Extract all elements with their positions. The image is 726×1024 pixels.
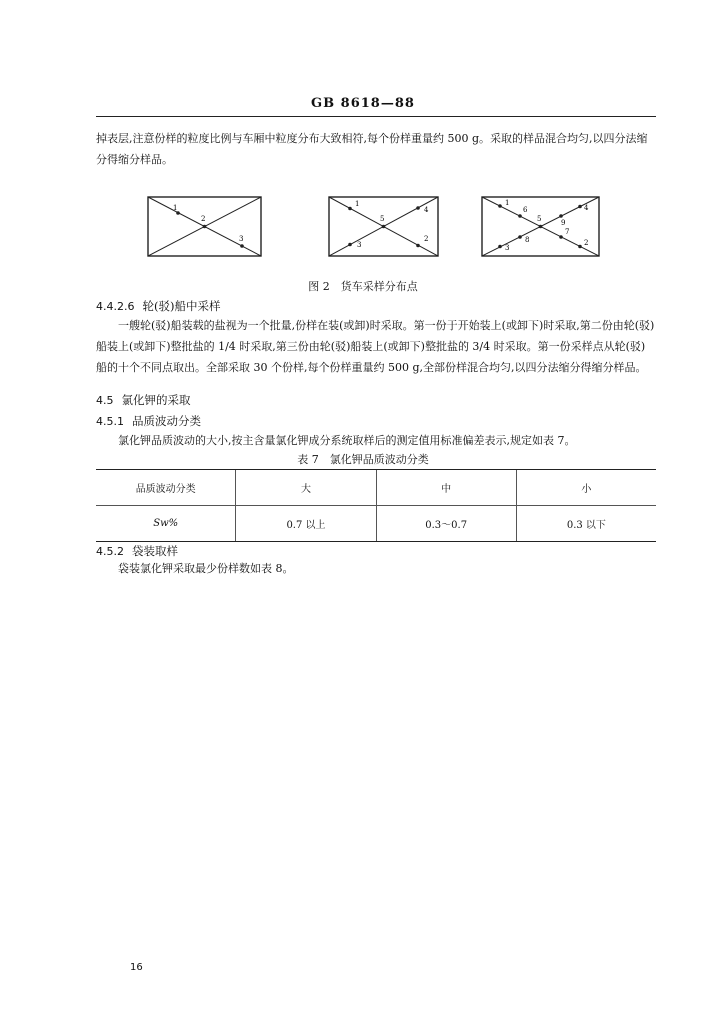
diagram-c-label: 9 <box>561 219 566 227</box>
table-header-row <box>96 470 656 506</box>
header-rule <box>96 116 656 117</box>
section-heading-4-5 <box>96 392 191 408</box>
diagram-b-label: 2 <box>424 235 429 243</box>
table-cell: 0.3 以下 <box>516 506 656 542</box>
diagram-c-label: 7 <box>565 228 570 236</box>
table-row <box>96 506 656 542</box>
diagram-b-label: 3 <box>357 241 362 249</box>
section-title: 轮(驳)船中采样 <box>142 299 221 313</box>
section-body-4-4-2-6: 一艘轮(驳)船装载的盐视为一个批量,份样在装(或卸)时采取。第一份于开始装上(或卸下)时采取,第二份由轮(驳)船装上(或卸下)整批盐的 1/4 时采取,第三份由轮(驳)船装上(或卸下)整批盐的 3/4 时采取。第一份采样点从轮(驳)船的十个不同点取出。全部采取 30 个份样,每个份样重量约 500 g,全部份样混合均匀,以四分法缩分得缩分样品。 <box>96 319 655 374</box>
section-title: 品质波动分类 <box>132 414 201 428</box>
table-cell: 0.7 以上 <box>236 506 376 542</box>
diagram-a-label: 2 <box>201 215 206 223</box>
section-heading-4-4-2-6 <box>96 298 220 314</box>
diagram-five-points <box>328 196 440 260</box>
table-header-cell: 小 <box>516 470 656 506</box>
figure-caption: 图 2 货车采样分布点 <box>308 280 418 293</box>
diagram-three-points <box>147 196 263 260</box>
diagram-a-label: 1 <box>173 204 178 212</box>
section-body-4-5-2: 袋装氯化钾采取最少份样数如表 8。 <box>118 562 294 575</box>
section-title: 袋装取样 <box>132 544 178 558</box>
diagram-c-label: 6 <box>523 206 528 214</box>
table-header-cell: 品质波动分类 <box>96 470 236 506</box>
table-7 <box>96 469 656 542</box>
diagram-c-label: 3 <box>505 244 510 252</box>
table-cell: 0.3～0.7 <box>376 506 516 542</box>
table-header-cell: 大 <box>236 470 376 506</box>
diagram-c-label: 2 <box>584 239 589 247</box>
section-heading-4-5-2 <box>96 543 178 559</box>
table-cell: Sw% <box>96 506 236 542</box>
diagram-b-label: 1 <box>355 200 360 208</box>
diagram-c-label: 1 <box>505 199 510 207</box>
section-number: 4.5.1 <box>96 415 124 428</box>
diagram-c-label: 4 <box>584 204 589 212</box>
section-number: 4.5.2 <box>96 545 124 558</box>
diagram-a-label: 3 <box>239 235 244 243</box>
section-number: 4.5 <box>96 394 114 407</box>
page-number: 16 <box>130 962 143 973</box>
standard-code-header: GB 8618—88 <box>311 96 415 111</box>
section-body-4-5-1: 氯化钾品质波动的大小,按主含量氯化钾成分系统取样后的测定值用标准偏差表示,规定如表 7。 <box>118 434 576 447</box>
section-title: 氯化钾的采取 <box>121 393 191 407</box>
table-header-cell: 中 <box>376 470 516 506</box>
section-heading-4-5-1 <box>96 413 201 429</box>
diagram-b-label: 5 <box>380 215 385 223</box>
diagram-nine-points <box>481 196 601 260</box>
diagram-b-label: 4 <box>424 206 429 214</box>
diagram-c-label: 5 <box>537 215 542 223</box>
section-number: 4.4.2.6 <box>96 300 135 313</box>
table-7-caption: 表 7 氯化钾品质波动分类 <box>297 453 429 466</box>
diagram-c-label: 8 <box>525 236 530 244</box>
intro-paragraph: 掉表层,注意份样的粒度比例与车厢中粒度分布大致相符,每个份样重量约 500 g。采取的样品混合均匀,以四分法缩分得缩分样品。 <box>96 132 648 166</box>
